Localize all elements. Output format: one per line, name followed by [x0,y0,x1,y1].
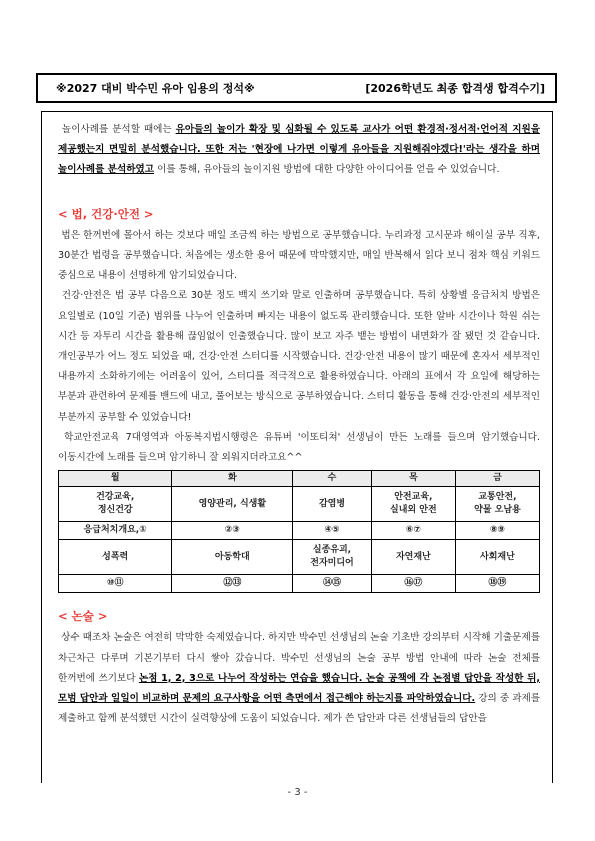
table-row [59,487,540,522]
table-cell: ⑫⑬ [172,575,293,593]
page-number: - 3 - [287,787,308,798]
table-cell: ⑥⑦ [371,522,455,540]
law-text-1: 법은 한꺼번에 몰아서 하는 것보다 매일 조금씩 하는 방법으로 공부했습니다. 누리과정 고시문과 해이실 공부 직후, 30분간 법령을 공부했습니다. 처음에는 생소한 용어 때문에 막막했지만, 매일 반복해서 읽다 보니 점차 핵심 키워드 중심으로 내용이 선명하게 암기되었습니다. [58,229,540,282]
table-cell: ⑭⑮ [293,575,372,593]
table-cell: 응급처치개요,① [59,522,172,540]
table-cell: ②③ [172,522,293,540]
table-cell: 안전교육, 실내외 안전 [371,487,455,522]
essay-text-a: 상수 때조차 논술은 여전히 막막한 숙제였습니다. 하지만 박수민 선생님의 논술 기초반 강의부터 시작해 기출문제를 차근차근 다루며 기본기부터 다시 쌓아 갔습니다. 박수민 선생님의 논술 공부 방법 안내에 따라 논술 전체를 한꺼번에 쓰기보다 [58,632,540,684]
table-header-cell: 수 [293,471,372,487]
header-title-left: ※2027 대비 박수민 유아 임용의 정석※ [56,82,255,95]
law-paragraph-2 [58,286,540,427]
table-row [59,522,540,540]
document-header [36,73,557,103]
table-cell: 사회재난 [455,540,539,575]
table-cell: ④⑤ [293,522,372,540]
table-cell: 건강교육, 정신건강 [59,487,172,522]
law-text-3: 학교안전교육 7대영역과 아동복지법시행령은 유튜버 '이또티쳐' 선생님이 만든 노래를 들으며 암기했습니다. 이동시간에 노래를 들으며 암기하니 잘 외워지더라고요^^ [58,431,540,464]
intro-underline: 유아들의 놀이가 확장 및 심화될 수 있도록 교사가 어떤 환경적·정서적·언어적 지원을 제공했는지 면밀히 분석했습니다. 또한 저는 '현장에 나가면 이렇게 유아들을 지원해줘야겠다!'라는 생각을 하며 놀이사례를 분석하였고 [58,124,540,176]
table-cell: 자연재난 [371,540,455,575]
table-cell: 교통안전, 약물 오남용 [455,487,539,522]
essay-paragraph [58,628,540,729]
document-body [58,120,540,729]
table-cell: ⑱⑲ [455,575,539,593]
law-paragraph-3 [58,428,540,468]
table-cell: 감염병 [293,487,372,522]
intro-text-b: 이를 통해, 유아들의 놀이지원 방법에 대한 다양한 아이디어를 얻을 수 있었습니다. [154,164,500,176]
table-row [59,540,540,575]
essay-underline: 논점 1, 2, 3으로 나누어 작성하는 연습을 했습니다. 논술 공책에 각 논점별 답안을 작성한 뒤, 모범 답안과 일일이 비교하며 문제의 요구사항을 어떤 측면에서 접근해야 하는지를 파악하였습니다. [58,672,540,705]
table-cell: ⑧⑨ [455,522,539,540]
study-schedule-table [58,470,540,593]
law-text-2: 건강·안전은 법 공부 다음으로 30분 정도 백지 쓰기와 말로 인출하며 공부했습니다. 특히 상황별 응급처치 방법은 요일별로 (10일 기준) 범위를 나누어 인출하며 빠지는 내용이 없도록 관리했습니다. 또한 알바 시간이나 학원 쉬는 시간 등 자투리 시간을 활용해 끊임없이 인출했습니다. 많이 보고 자주 뱉는 방법이 내면화가 잘 됐던 것 같습니다. 개인공부가 어느 정도 되었을 때, 건강·안전 스터디를 시작했습니다. 건강·안전 내용이 많기 때문에 혼자서 세부적인 내용까지 소화하기에는 어려움이 있어, 스터디를 적극적으로 활용하였습니다. 아래의 표에서 각 요일에 해당하는 부분과 관련하여 문제를 밴드에 내고, 풀어보는 방식으로 공부하였습니다. 스터디 활동을 통해 건강·안전의 세부적인 부분까지 공부할 수 있었습니다! [58,290,540,423]
table-header-cell: 금 [455,471,539,487]
table-header-cell: 목 [371,471,455,487]
table-cell: 성폭력 [59,540,172,575]
table-row [59,575,540,593]
header-title-right: [2026학년도 최종 합격생 합격수기] [365,82,545,95]
table-header-row [59,471,540,487]
section-title-essay: < 논술 > [58,609,108,624]
table-cell: 아동학대 [172,540,293,575]
table-header-cell: 월 [59,471,172,487]
intro-text-a: 놀이사례를 분석할 때에는 [61,124,176,135]
table-header-cell: 화 [172,471,293,487]
table-cell: ⑯⑰ [371,575,455,593]
essay-text-b: 강의 중 과제를 제출하고 함께 분석했던 시간이 실력향상에 도움이 되었습니다. 제가 쓴 답안과 다른 선생님들의 답안을 [58,693,540,725]
intro-paragraph [58,120,540,181]
table-cell: 실종유괴, 전자미디어 [293,540,372,575]
table-cell: 영양관리, 식생활 [172,487,293,522]
law-paragraph-1 [58,226,540,287]
table-cell: ⑩⑪ [59,575,172,593]
section-title-law: < 법, 건강·안전 > [58,206,154,221]
